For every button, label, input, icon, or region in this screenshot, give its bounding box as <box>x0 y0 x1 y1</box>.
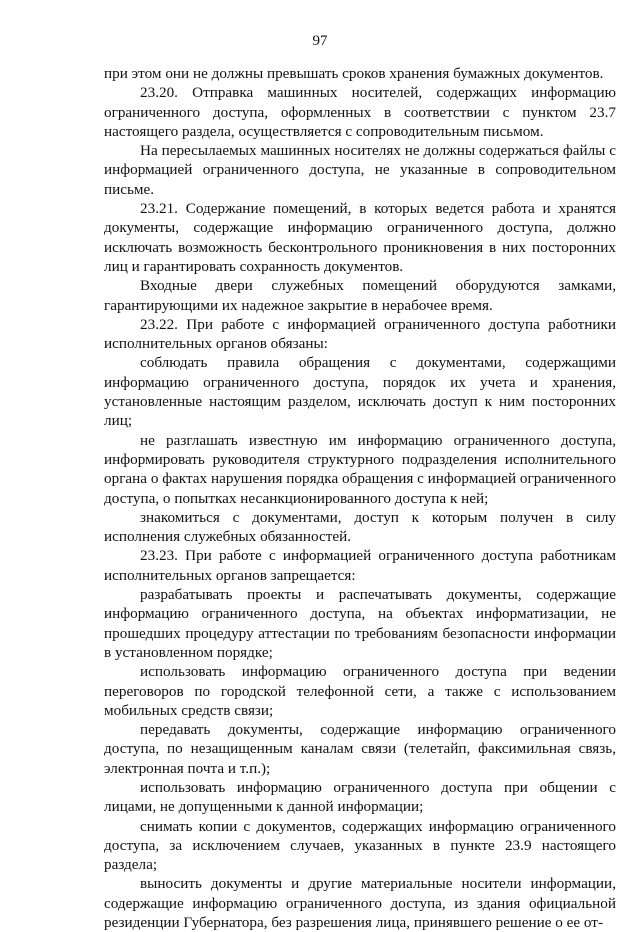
paragraph-23-23-communicate: использовать информацию ограниченного доступа при общении с лицами, не допущенными к данной информации; <box>104 778 616 816</box>
paragraph-23-20-attachments: На пересылаемых машинных носителях не должны содержаться файлы с информацией ограниченного доступа, не указанные в сопроводительном письме. <box>104 142 616 198</box>
paragraph-23-22-nondisclosure: не разглашать известную им информацию ограниченного доступа, информировать руководителя структурного подразделения исполнительного органа о фактах нарушения порядка обращения с информацией ограниченного доступа, о попытках несанкционированного доступа к ней; <box>104 431 616 507</box>
page-number: 97 <box>312 33 328 49</box>
paragraph-23-23-copies: снимать копии с документов, содержащих информацию ограниченного доступа, за исключением случаев, указанных в пункте 23.9 настоящего раздела; <box>104 817 616 874</box>
paragraph-continuation: при этом они не должны превышать сроков хранения бумажных документов. <box>104 65 604 82</box>
paragraph-23-22-rules: соблюдать правила обращения с документами, содержащими информацию ограниченного доступа, порядок их учета и хранения, установленные настоящим разделом, исключать доступ к ним посторонних лиц; <box>104 354 616 430</box>
paragraph-23-21-doors: Входные двери служебных помещений оборудуются замками, гарантирующими их надежное закрытие в нерабочее время. <box>104 277 616 314</box>
paragraph-23-21: 23.21. Содержание помещений, в которых ведется работа и хранятся документы, содержащие информацию ограниченного доступа, должно исключать возможность бесконтрольного проникновения в них посторонних лиц и гарантировать сохранность документов. <box>104 200 616 275</box>
paragraph-23-23-transmit: передавать документы, содержащие информацию ограниченного доступа, по незащищенным каналам связи (телетайп, факсимильная связь, электронная почта и т.п.); <box>104 721 616 777</box>
paragraph-23-23-phone: использовать информацию ограниченного доступа при ведении переговоров по городской телефонной сети, а также с использованием мобильных средств связи; <box>104 663 616 719</box>
document-body <box>104 64 616 932</box>
paragraph-23-22-familiarize: знакомиться с документами, доступ к которым получен в силу исполнения служебных обязанностей. <box>104 508 616 546</box>
paragraph-23-23-removal: выносить документы и другие материальные носители информации, содержащие информацию ограниченного доступа, из здания официальной резиденции Губернатора, без разрешения лица, принявшего решение о ее от- <box>104 875 616 932</box>
paragraph-23-23: 23.23. При работе с информацией ограниченного доступа работникам исполнительных органов запрещается: <box>104 547 616 584</box>
paragraph-23-22: 23.22. При работе с информацией ограниченного доступа работники исполнительных органов обязаны: <box>104 315 616 353</box>
paragraph-23-23-drafting: разрабатывать проекты и распечатывать документы, содержащие информацию ограниченного доступа, на объектах информатизации, не прошедших процедуру аттестации по требованиям безопасности информации в установленном порядке; <box>104 586 616 661</box>
paragraph-23-20: 23.20. Отправка машинных носителей, содержащих информацию ограниченного доступа, оформленных в соответствии с пунктом 23.7 настоящего раздела, осуществляется с сопроводительным письмом. <box>104 84 616 140</box>
